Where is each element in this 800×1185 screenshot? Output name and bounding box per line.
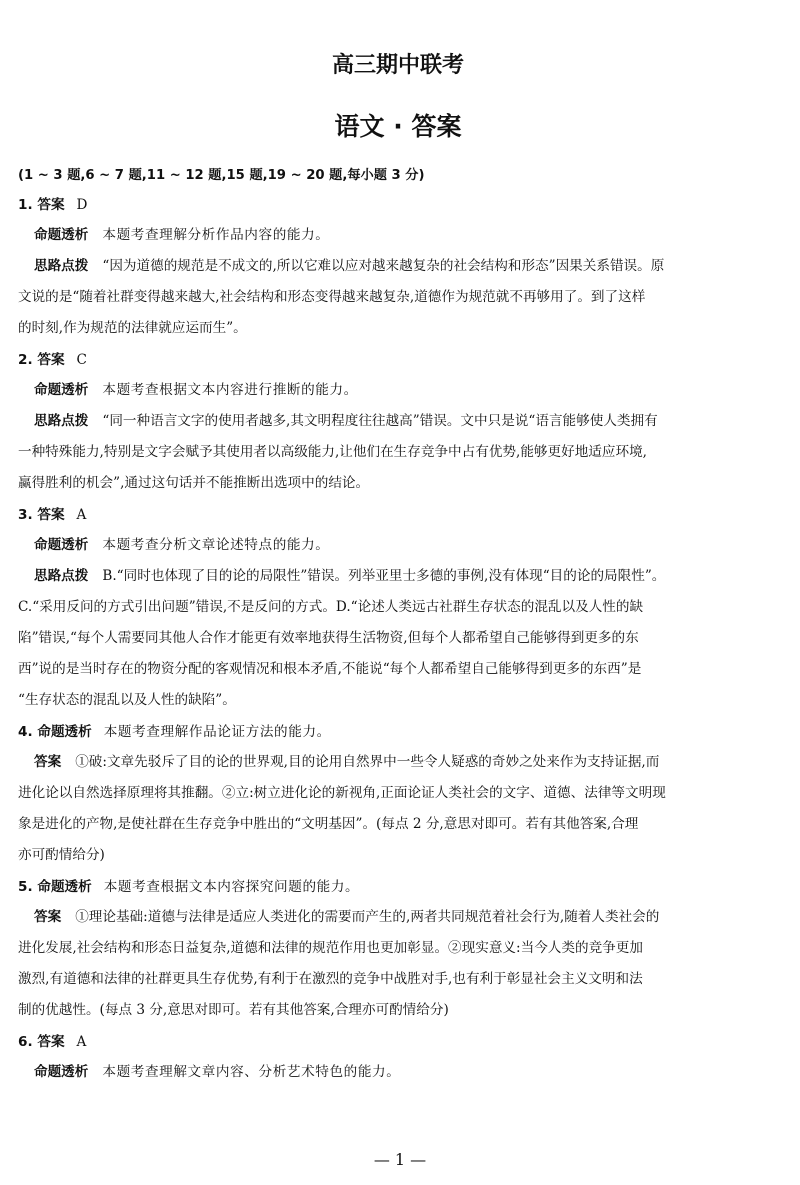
- page-title: 高三期中联考: [331, 53, 464, 78]
- question-1-header: [18, 192, 778, 218]
- question-2-answer: C: [76, 352, 87, 368]
- question-3-label: 3. 答案: [18, 507, 65, 523]
- question-5-answer-line4: 制的优越性。(每点 3 分,意思对即可。若有其他答案,合理亦可酌情给分): [18, 1002, 449, 1018]
- question-4-answer: 答案 ①破:文章先驳斥了目的论的世界观,目的论用自然界中一些令人疑惑的奇妙之处来作为支持证据,而: [34, 754, 660, 770]
- question-1-hint-line2: 文说的是“随着社群变得越来越大,社会结构和形态变得越来越复杂,道德作为规范就不再够用了。到了这样: [18, 289, 646, 305]
- question-3: [18, 502, 778, 714]
- question-3-hint: 思路点拨 B.“同时也体现了目的论的局限性”错误。列举亚里士多德的事例,没有体现“目的论的局限性”。: [34, 568, 666, 584]
- question-3-hint-line4: 西”说的是当时存在的物资分配的客观情况和根本矛盾,不能说“每个人都希望自己能够得到更多的东西”是: [18, 661, 642, 677]
- question-6-answer: A: [76, 1034, 87, 1050]
- question-3-hint-line2: C.“采用反问的方式引出问题”错误,不是反问的方式。D.“论述人类远古社群生存状态的混乱以及人性的缺: [18, 599, 644, 615]
- question-4-answer-line3: 象是进化的产物,是使社群在生存竞争中胜出的“文明基因”。(每点 2 分,意思对即可。若有其他答案,合理: [18, 816, 639, 832]
- question-1-answer: D: [76, 197, 88, 213]
- question-5-answer-line2: 进化发展,社会结构和形态日益复杂,道德和法律的规范作用也更加彰显。②现实意义:当今人类的竞争更加: [18, 940, 643, 956]
- page-number: — 1 —: [373, 1150, 427, 1169]
- question-3-answer: A: [76, 507, 87, 523]
- question-1-analysis: 命题透析 本题考查理解分析作品内容的能力。: [34, 227, 330, 243]
- question-1-hint: 思路点拨 “因为道德的规范是不成文的,所以它难以应对越来越复杂的社会结构和形态”因果关系错误。原: [34, 258, 665, 274]
- question-4-answer-line4: 亦可酌情给分): [18, 847, 105, 863]
- scoring-note: (1 ~ 3 题,6 ~ 7 题,11 ~ 12 题,15 题,19 ~ 20 题,每小题 3 分): [18, 168, 425, 183]
- question-1-hint-line3: 的时刻,作为规范的法律就应运而生”。: [18, 320, 247, 336]
- question-2-label: 2. 答案: [18, 352, 65, 368]
- question-4-label: 4. 命题透析: [18, 724, 92, 740]
- question-4: [18, 719, 778, 869]
- question-4-header: [18, 719, 778, 745]
- question-5-header: [18, 874, 778, 900]
- question-5-label: 5. 命题透析: [18, 879, 92, 895]
- question-1-label: 1. 答案: [18, 197, 65, 213]
- question-5: [18, 874, 778, 1024]
- question-6-analysis: 命题透析 本题考查理解文章内容、分析艺术特色的能力。: [34, 1064, 401, 1080]
- question-4-answer-line2: 进化论以自然选择原理将其推翻。②立:树立进化论的新视角,正面论证人类社会的文字、道德、法律等文明现: [18, 785, 666, 801]
- question-4-analysis: 本题考查理解作品论证方法的能力。: [103, 724, 331, 740]
- question-3-header: [18, 502, 778, 528]
- question-3-hint-line3: 陷”错误,“每个人需要同其他人合作才能更有效率地获得生活物资,但每个人都希望自己能够得到更多的东: [18, 630, 639, 646]
- question-5-analysis: 本题考查根据文本内容探究问题的能力。: [103, 879, 360, 895]
- question-2-hint: 思路点拨 “同一种语言文字的使用者越多,其文明程度往往越高”错误。文中只是说“语言能够使人类拥有: [34, 413, 658, 429]
- question-2: [18, 347, 778, 497]
- question-3-hint-line5: “生存状态的混乱以及人性的缺陷”。: [18, 692, 236, 708]
- question-6-label: 6. 答案: [18, 1034, 65, 1050]
- question-2-hint-line3: 赢得胜利的机会”,通过这句话并不能推断出选项中的结论。: [18, 475, 370, 491]
- question-6-header: [18, 1029, 778, 1055]
- question-5-answer-line3: 激烈,有道德和法律的社群更具生存优势,有利于在激烈的竞争中战胜对手,也有利于彰显社会主义文明和法: [18, 971, 643, 987]
- question-2-hint-line2: 一种特殊能力,特别是文字会赋予其使用者以高级能力,让他们在生存竞争中占有优势,能够更好地适应环境,: [18, 444, 647, 460]
- question-5-answer: 答案 ①理论基础:道德与法律是适应人类进化的需要而产生的,两者共同规范着社会行为,随着人类社会的: [34, 909, 660, 925]
- question-6: [18, 1029, 778, 1086]
- question-1: [18, 192, 778, 342]
- question-2-analysis: 命题透析 本题考查根据文本内容进行推断的能力。: [34, 382, 358, 398]
- question-3-analysis: 命题透析 本题考查分析文章论述特点的能力。: [34, 537, 330, 553]
- question-2-header: [18, 347, 778, 373]
- page-subtitle: 语文 · 答案: [334, 112, 462, 141]
